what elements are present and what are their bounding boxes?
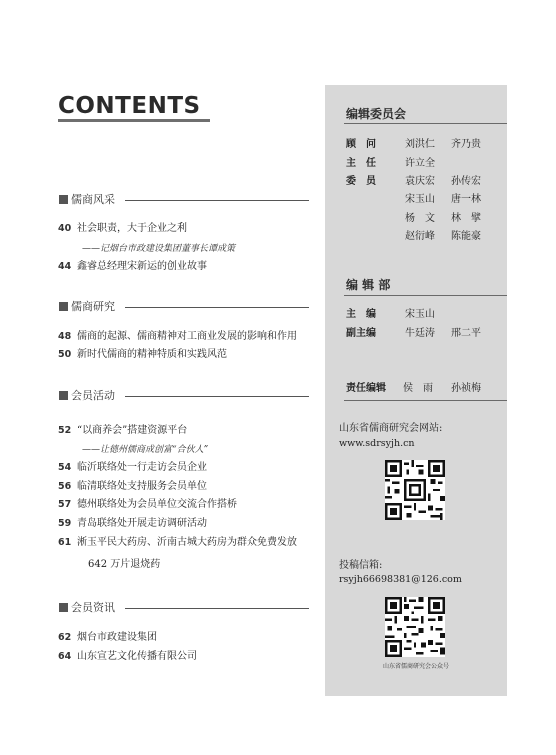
member-name: 陈能豪 <box>451 231 481 242</box>
section-square-icon <box>59 195 68 204</box>
role-label: 主 任 <box>346 158 376 169</box>
page-number: 57 <box>58 499 72 510</box>
committee-divider <box>344 123 507 124</box>
page-number: 64 <box>58 651 72 662</box>
toc-entry[interactable] <box>58 222 187 235</box>
entry-title: 山东宣艺文化传播有限公司 <box>77 651 197 662</box>
section-header <box>59 193 309 207</box>
section-label: 会员活动 <box>71 389 115 402</box>
member-name: 林 擘 <box>451 213 481 224</box>
role-label: 责任编辑 <box>346 383 386 394</box>
section-label: 儒商风采 <box>71 193 115 206</box>
section-divider <box>125 608 309 609</box>
section-divider <box>125 396 309 397</box>
toc-entry[interactable] <box>58 536 297 549</box>
toc-entry[interactable] <box>58 424 187 437</box>
entry-subtitle: ——记烟台市政建设集团董事长谭成策 <box>82 244 236 254</box>
role-label: 委 员 <box>346 176 376 187</box>
member-name: 刘洪仁 <box>405 139 435 150</box>
entry-title: 烟台市政建设集团 <box>77 632 157 643</box>
entry-title: 临清联络处支持服务会员单位 <box>77 481 207 492</box>
page-number: 62 <box>58 632 72 643</box>
section-divider <box>125 307 309 308</box>
wechat-qr-caption: 山东省儒商研究会公众号 <box>383 663 450 670</box>
toc-entry[interactable] <box>58 461 207 474</box>
section-square-icon <box>59 391 68 400</box>
toc-entry[interactable] <box>58 330 297 343</box>
dept-title: 编 辑 部 <box>346 278 391 292</box>
role-label: 副主编 <box>346 328 376 339</box>
role-label: 顾 问 <box>346 139 376 150</box>
dept-divider <box>344 295 507 296</box>
toc-entry[interactable] <box>58 348 227 361</box>
website-url[interactable]: www.sdrsyjh.cn <box>339 438 415 449</box>
member-name: 许立全 <box>405 158 435 169</box>
entry-title: “以商养会”搭建资源平台 <box>77 425 188 436</box>
page-number: 40 <box>58 223 72 234</box>
entry-title: 新时代儒商的精神特质和实践风范 <box>77 349 227 360</box>
role-label: 主 编 <box>346 309 376 320</box>
page-number: 59 <box>58 518 72 529</box>
entry-title: 儒商的起源、儒商精神对工商业发展的影响和作用 <box>77 331 297 342</box>
entry-title: 临沂联络处一行走访会员企业 <box>77 462 207 473</box>
entry-title: 鑫睿总经理宋新运的创业故事 <box>77 261 207 272</box>
page-number: 44 <box>58 261 72 272</box>
title-underline <box>58 119 210 122</box>
wechat-qr-code <box>385 597 445 657</box>
member-name: 赵衍峰 <box>405 231 435 242</box>
member-name: 唐一林 <box>451 194 481 205</box>
toc-entry[interactable] <box>58 517 207 530</box>
section-square-icon <box>59 302 68 311</box>
entry-title: 社会职责，大于企业之利 <box>77 223 187 234</box>
section-header <box>59 601 309 615</box>
toc-entry[interactable] <box>58 631 157 644</box>
member-name: 孙传宏 <box>451 176 481 187</box>
member-name: 齐乃贵 <box>451 139 481 150</box>
member-name: 牛廷涛 <box>405 328 435 339</box>
editor-divider <box>344 400 507 401</box>
toc-entry[interactable] <box>58 650 197 663</box>
member-name: 邢二平 <box>451 328 481 339</box>
section-square-icon <box>59 603 68 612</box>
section-label: 儒商研究 <box>71 300 115 313</box>
website-label: 山东省儒商研究会网站: <box>339 423 443 434</box>
toc-entry[interactable] <box>58 480 207 493</box>
member-name: 宋玉山 <box>405 194 435 205</box>
entry-title: 青岛联络处开展走访调研活动 <box>77 518 207 529</box>
committee-title: 编辑委员会 <box>346 107 407 121</box>
toc-entry[interactable] <box>58 260 207 273</box>
page-number: 61 <box>58 537 72 548</box>
page-number: 48 <box>58 331 72 342</box>
member-name: 宋玉山 <box>405 309 435 320</box>
section-header <box>59 300 309 314</box>
section-label: 会员资讯 <box>71 601 115 614</box>
entry-title: 淅玉平民大药房、沂南古城大药房为群众免费发放 <box>77 537 297 548</box>
toc-entry[interactable] <box>58 498 237 511</box>
email-label: 投稿信箱: <box>339 560 383 571</box>
section-divider <box>125 200 309 201</box>
member-name: 杨 文 <box>405 213 435 224</box>
member-name: 孙祯梅 <box>451 383 481 394</box>
contents-title: CONTENTS <box>58 93 201 119</box>
entry-subtitle: ——让德州儒商成创富“合伙人” <box>82 445 209 455</box>
page-number: 56 <box>58 481 72 492</box>
section-header <box>59 389 309 403</box>
page-number: 52 <box>58 425 72 436</box>
entry-title: 德州联络处为会员单位交流合作搭桥 <box>77 499 237 510</box>
website-qr-code <box>385 460 445 520</box>
member-name: 袁庆宏 <box>405 176 435 187</box>
email-address[interactable]: rsyjh66698381@126.com <box>339 574 462 585</box>
page-number: 50 <box>58 349 72 360</box>
member-name: 侯 雨 <box>403 383 433 394</box>
entry-continuation: 642 万片退烧药 <box>88 559 161 570</box>
page-number: 54 <box>58 462 72 473</box>
